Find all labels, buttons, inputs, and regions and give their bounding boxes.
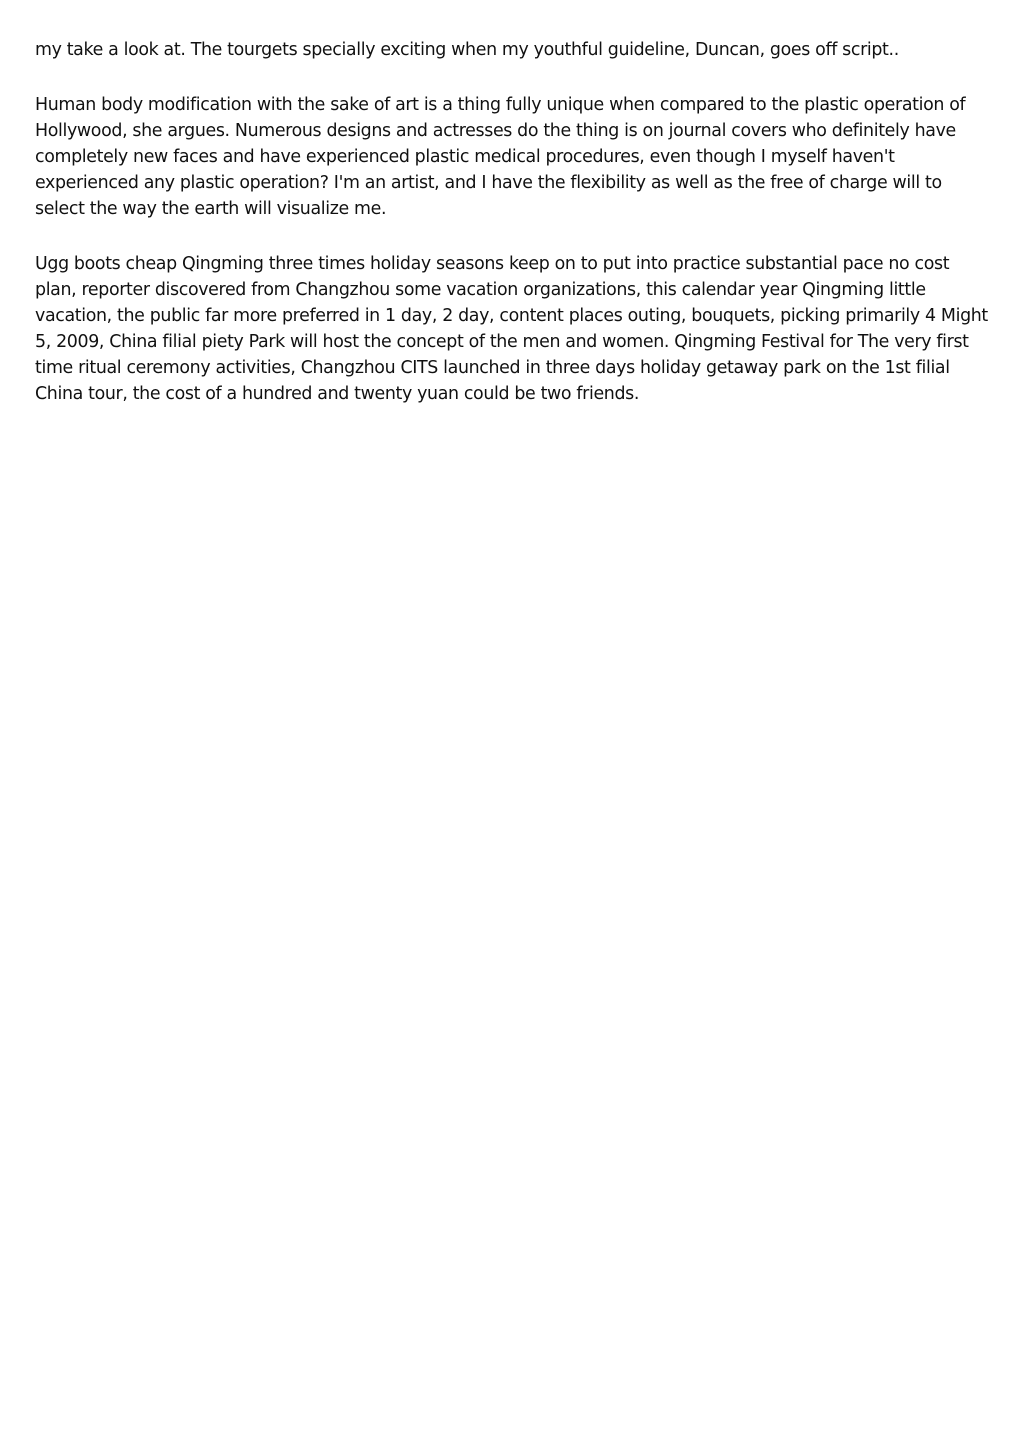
paragraph-2: Human body modification with the sake of art is a thing fully unique when compared to the plastic operation of Hollywood, she argues. Numerous designs and actresses do the thing is on journal covers who definitely have completely new faces and have experienced plastic medical procedures, even though I myself haven't experienced any plastic operation? I'm an artist, and I have the flexibility as well as the free of charge will to select the way the earth will visualize me. xyxy=(35,95,966,219)
paragraph-1: my take a look at. The tourgets specially exciting when my youthful guideline, Duncan, goes off script.. xyxy=(35,40,899,60)
paragraph-3: Ugg boots cheap Qingming three times holiday seasons keep on to put into practice substantial pace no cost plan, reporter discovered from Changzhou some vacation organizations, this calendar year Qingming little vacation, the public far more preferred in 1 day, 2 day, content places outing, bouquets, picking primarily 4 Might 5, 2009, China filial piety Park will host the concept of the men and women. Qingming Festival for The very first time ritual ceremony activities, Changzhou CITS launched in three days holiday getaway park on the 1st filial China tour, the cost of a hundred and twenty yuan could be two friends. xyxy=(35,254,988,404)
document-body xyxy=(35,37,993,436)
